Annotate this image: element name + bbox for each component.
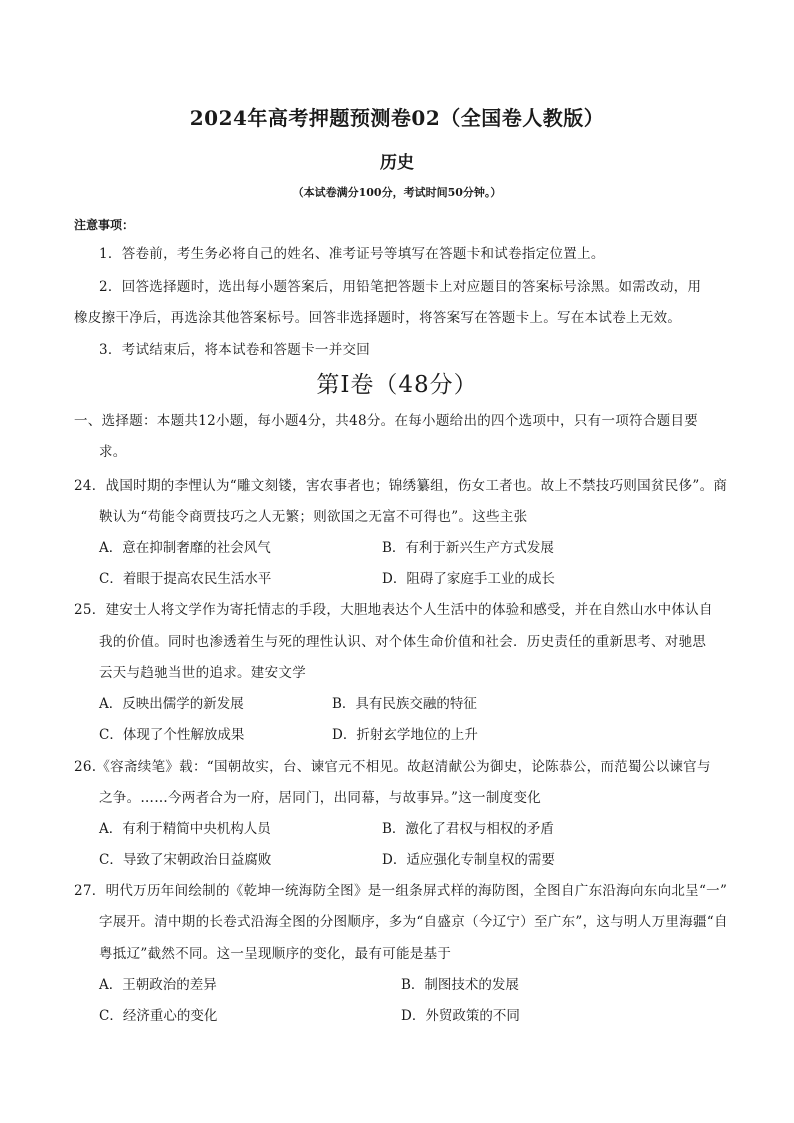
question-26-option-d: D．适应强化专制皇权的需要: [382, 852, 555, 868]
question-26-stem: 26.《容斋续笔》载：“国朝故实，台、谏官元不相见。故赵清献公为御史，论陈恭公，而范蜀公以谏官与: [74, 759, 711, 775]
question-27-stem: 27．明代万历年间绘制的《乾坤一统海防全图》是一组条屏式样的海防图，全图自广东沿海向东向北呈“一”: [74, 883, 728, 899]
section-instruction-cont: 求。: [99, 444, 127, 460]
section-instruction: 一、选择题：本题共12小题，每小题4分，共48分。在每小题给出的四个选项中，只有一项符合题目要: [74, 413, 699, 429]
question-26-option-b: B．激化了君权与相权的矛盾: [382, 821, 554, 837]
question-25-stem: 25．建安士人将文学作为寄托情志的手段，大胆地表达个人生活中的体验和感受，并在自然山水中体认自: [74, 602, 713, 618]
notice-item-3: 3．考试结束后，将本试卷和答题卡一并交回: [99, 342, 371, 358]
notice-title: 注意事项：: [74, 218, 135, 232]
question-24-option-a: A．意在抑制奢靡的社会风气: [99, 540, 271, 556]
question-25-option-d: D．折射玄学地位的上升: [332, 727, 478, 743]
question-24-option-d: D．阻碍了家庭手工业的成长: [382, 571, 555, 587]
question-24-stem: 24．战国时期的李悝认为“雕文刻镂，害农事者也；锦绣纂组，伤女工者也。故上不禁技巧则国贫民侈”。商: [74, 478, 728, 494]
question-24-stem-cont: 鞅认为“苟能令商贾技巧之人无繁；则欲国之无富不可得也”。这些主张: [99, 509, 528, 525]
notice-item-1: 1．答卷前，考生务必将自己的姓名、准考证号等填写在答题卡和试卷指定位置上。: [99, 246, 605, 262]
question-25-option-c: C．体现了个性解放成果: [99, 727, 245, 743]
question-25-option-a: A．反映出儒学的新发展: [99, 696, 244, 712]
question-27-option-d: D．外贸政策的不同: [401, 1008, 520, 1024]
question-26-option-c: C．导致了宋朝政治日益腐败: [99, 852, 272, 868]
question-27-stem-cont-1: 字展开。清中期的长卷式沿海全图的分图顺序，多为“自盛京（今辽宁）至广东”，这与明人万里海疆“自: [99, 914, 728, 930]
question-26-option-a: A．有利于精简中央机构人员: [99, 821, 271, 837]
notice-item-2: 2．回答选择题时，选出每小题答案后，用铅笔把答题卡上对应题目的答案标号涂黑。如需改动，用: [99, 279, 702, 295]
question-27-option-c: C．经济重心的变化: [99, 1008, 218, 1024]
part-title: 第Ⅰ卷（48分）: [316, 372, 478, 398]
exam-title: 2024年高考押题预测卷02（全国卷人教版）: [189, 106, 605, 130]
question-27-option-b: B．制图技术的发展: [401, 977, 519, 993]
subject-title: 历史: [380, 153, 414, 173]
question-25-option-b: B．具有民族交融的特征: [332, 696, 477, 712]
question-24-option-b: B．有利于新兴生产方式发展: [382, 540, 554, 556]
question-25-stem-cont-2: 云天与趋驰当世的追求。建安文学: [99, 665, 306, 681]
question-27-stem-cont-2: 粤抵辽”截然不同。这一呈现顺序的变化，最有可能是基于: [99, 946, 452, 962]
question-26-stem-cont: 之争。……今两者合为一府，居同门，出同幕，与故事异。”这一制度变化: [99, 790, 542, 806]
notice-item-2-cont: 橡皮擦干净后，再选涂其他答案标号。回答非选择题时，将答案写在答题卡上。写在本试卷上无效。: [74, 310, 682, 326]
exam-info: （本试卷满分100分，考试时间50分钟。）: [292, 186, 502, 199]
question-27-option-a: A．王朝政治的差异: [99, 977, 217, 993]
question-25-stem-cont-1: 我的价值。同时也渗透着生与死的理性认识、对个体生命价值和社会．历史责任的重新思考、对驰思: [99, 634, 707, 650]
question-24-option-c: C．着眼于提高农民生活水平: [99, 571, 272, 587]
